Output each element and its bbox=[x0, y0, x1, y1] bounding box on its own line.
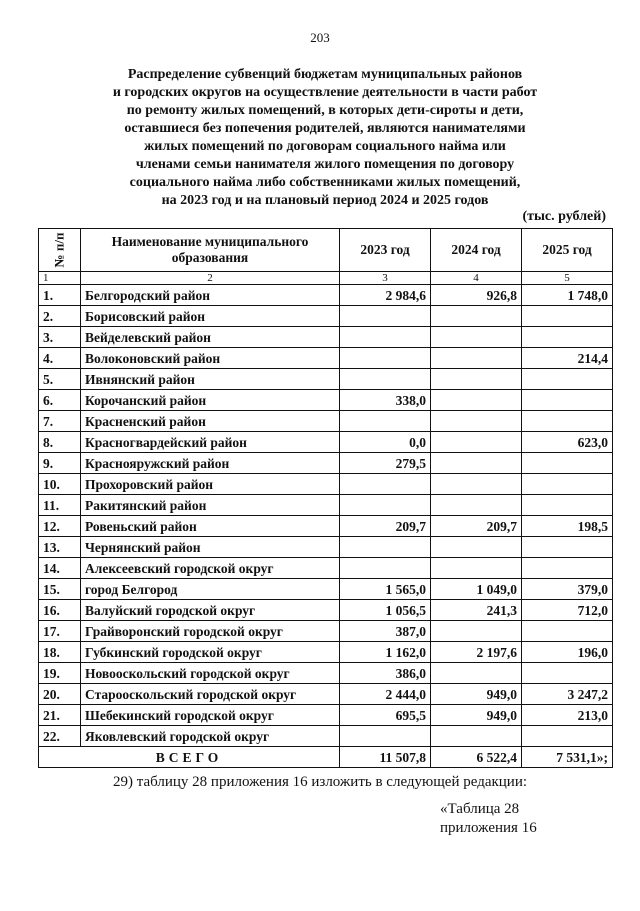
row-value-2023 bbox=[340, 411, 431, 432]
row-value-2025 bbox=[522, 663, 613, 684]
row-value-2024: 2 197,6 bbox=[431, 642, 522, 663]
header-number-label: № п/п bbox=[51, 232, 67, 268]
row-name: Ивнянский район bbox=[81, 369, 340, 390]
table-row bbox=[39, 537, 613, 558]
row-value-2025 bbox=[522, 369, 613, 390]
title-line: по ремонту жилых помещений, в которых дети-сироты и дети, bbox=[126, 103, 524, 118]
row-name: Ровеньский район bbox=[81, 516, 340, 537]
row-value-2024 bbox=[431, 558, 522, 579]
table-row bbox=[39, 327, 613, 348]
row-value-2024 bbox=[431, 453, 522, 474]
row-value-2025 bbox=[522, 558, 613, 579]
unit-label: (тыс. рублей) bbox=[522, 209, 606, 224]
row-name: Новооскольский городской округ bbox=[81, 663, 340, 684]
table-row bbox=[39, 705, 613, 726]
row-number: 14. bbox=[39, 558, 81, 579]
row-value-2024 bbox=[431, 348, 522, 369]
header-2025: 2025 год bbox=[522, 229, 613, 272]
row-value-2024 bbox=[431, 621, 522, 642]
table-ref-line: приложения 16 bbox=[440, 820, 537, 836]
row-value-2025 bbox=[522, 411, 613, 432]
row-value-2024: 209,7 bbox=[431, 516, 522, 537]
row-name: Чернянский район bbox=[81, 537, 340, 558]
row-value-2023 bbox=[340, 369, 431, 390]
row-name: Яковлевский городской округ bbox=[81, 726, 340, 747]
title-line: социального найма либо собственниками жилых помещений, bbox=[129, 175, 521, 190]
row-value-2024 bbox=[431, 663, 522, 684]
total-row bbox=[39, 747, 613, 768]
row-name: Борисовский район bbox=[81, 306, 340, 327]
row-name: Корочанский район bbox=[81, 390, 340, 411]
row-value-2023: 1 565,0 bbox=[340, 579, 431, 600]
row-value-2024 bbox=[431, 537, 522, 558]
row-value-2025 bbox=[522, 537, 613, 558]
row-name: Ракитянский район bbox=[81, 495, 340, 516]
row-value-2023 bbox=[340, 348, 431, 369]
row-value-2023: 279,5 bbox=[340, 453, 431, 474]
table-row bbox=[39, 621, 613, 642]
row-value-2025 bbox=[522, 306, 613, 327]
title-line: оставшиеся без попечения родителей, являются нанимателями bbox=[124, 121, 526, 136]
row-value-2024 bbox=[431, 390, 522, 411]
row-number: 15. bbox=[39, 579, 81, 600]
row-value-2023: 387,0 bbox=[340, 621, 431, 642]
row-value-2025 bbox=[522, 453, 613, 474]
row-value-2025: 379,0 bbox=[522, 579, 613, 600]
total-2025: 7 531,1»; bbox=[522, 747, 613, 768]
table-reference bbox=[440, 800, 537, 838]
row-name: город Белгород bbox=[81, 579, 340, 600]
row-name: Шебекинский городской округ bbox=[81, 705, 340, 726]
header-2024: 2024 год bbox=[431, 229, 522, 272]
row-value-2023 bbox=[340, 474, 431, 495]
row-name: Старооскольский городской округ bbox=[81, 684, 340, 705]
row-value-2025: 1 748,0 bbox=[522, 285, 613, 306]
row-value-2025: 623,0 bbox=[522, 432, 613, 453]
table-row bbox=[39, 390, 613, 411]
document-title bbox=[60, 66, 590, 210]
row-name: Волоконовский район bbox=[81, 348, 340, 369]
row-number: 2. bbox=[39, 306, 81, 327]
column-index: 2 bbox=[81, 272, 340, 285]
row-name: Грайворонский городской округ bbox=[81, 621, 340, 642]
table-row bbox=[39, 579, 613, 600]
table-row bbox=[39, 642, 613, 663]
row-number: 20. bbox=[39, 684, 81, 705]
title-line: и городских округов на осуществление деятельности в части работ bbox=[112, 85, 538, 100]
column-index: 5 bbox=[522, 272, 613, 285]
amendment-note: 29) таблицу 28 приложения 16 изложить в следующей редакции: bbox=[112, 774, 528, 790]
table-row bbox=[39, 285, 613, 306]
row-value-2025: 198,5 bbox=[522, 516, 613, 537]
row-value-2025: 3 247,2 bbox=[522, 684, 613, 705]
column-index: 1 bbox=[39, 272, 81, 285]
total-label: ВСЕГО bbox=[39, 747, 340, 768]
row-value-2023 bbox=[340, 558, 431, 579]
row-value-2024 bbox=[431, 306, 522, 327]
title-line: членами семьи нанимателя жилого помещения по договору bbox=[135, 157, 515, 172]
table-row bbox=[39, 558, 613, 579]
total-2023: 11 507,8 bbox=[340, 747, 431, 768]
row-value-2025 bbox=[522, 474, 613, 495]
table-row bbox=[39, 474, 613, 495]
row-value-2025 bbox=[522, 390, 613, 411]
table-row bbox=[39, 495, 613, 516]
row-value-2025 bbox=[522, 726, 613, 747]
title-line: Распределение субвенций бюджетам муниципальных районов bbox=[127, 67, 523, 82]
table-row bbox=[39, 411, 613, 432]
row-number: 13. bbox=[39, 537, 81, 558]
table-row bbox=[39, 348, 613, 369]
title-line: жилых помещений по договорам социального найма или bbox=[144, 139, 506, 154]
header-name: Наименование муниципального образования bbox=[81, 229, 340, 272]
table-row bbox=[39, 663, 613, 684]
row-number: 8. bbox=[39, 432, 81, 453]
row-name: Алексеевский городской округ bbox=[81, 558, 340, 579]
row-name: Красногвардейский район bbox=[81, 432, 340, 453]
row-value-2023 bbox=[340, 327, 431, 348]
table-row bbox=[39, 369, 613, 390]
table-body bbox=[39, 285, 613, 747]
row-value-2025 bbox=[522, 327, 613, 348]
row-name: Валуйский городской округ bbox=[81, 600, 340, 621]
row-number: 3. bbox=[39, 327, 81, 348]
row-number: 9. bbox=[39, 453, 81, 474]
row-value-2023: 209,7 bbox=[340, 516, 431, 537]
row-name: Губкинский городской округ bbox=[81, 642, 340, 663]
row-number: 4. bbox=[39, 348, 81, 369]
header-number bbox=[39, 229, 81, 272]
row-name: Краснояружский район bbox=[81, 453, 340, 474]
row-value-2024: 926,8 bbox=[431, 285, 522, 306]
row-value-2025: 196,0 bbox=[522, 642, 613, 663]
row-value-2023: 2 444,0 bbox=[340, 684, 431, 705]
row-value-2023: 695,5 bbox=[340, 705, 431, 726]
row-number: 17. bbox=[39, 621, 81, 642]
row-number: 22. bbox=[39, 726, 81, 747]
row-name: Прохоровский район bbox=[81, 474, 340, 495]
row-value-2024 bbox=[431, 495, 522, 516]
row-value-2024: 241,3 bbox=[431, 600, 522, 621]
row-number: 11. bbox=[39, 495, 81, 516]
row-value-2024: 949,0 bbox=[431, 705, 522, 726]
row-value-2023 bbox=[340, 726, 431, 747]
row-value-2025 bbox=[522, 495, 613, 516]
column-index: 3 bbox=[340, 272, 431, 285]
column-index-row bbox=[39, 272, 613, 285]
row-number: 7. bbox=[39, 411, 81, 432]
table-row bbox=[39, 516, 613, 537]
row-number: 12. bbox=[39, 516, 81, 537]
row-value-2024 bbox=[431, 432, 522, 453]
row-value-2024 bbox=[431, 474, 522, 495]
subvention-table bbox=[38, 228, 613, 768]
table-header-row bbox=[39, 229, 613, 272]
header-2023: 2023 год bbox=[340, 229, 431, 272]
row-value-2023: 1 056,5 bbox=[340, 600, 431, 621]
row-value-2024: 1 049,0 bbox=[431, 579, 522, 600]
row-name: Белгородский район bbox=[81, 285, 340, 306]
page-number: 203 bbox=[310, 30, 330, 45]
row-value-2024 bbox=[431, 726, 522, 747]
row-number: 6. bbox=[39, 390, 81, 411]
row-number: 1. bbox=[39, 285, 81, 306]
row-name: Красненский район bbox=[81, 411, 340, 432]
row-value-2023: 1 162,0 bbox=[340, 642, 431, 663]
row-name: Вейделевский район bbox=[81, 327, 340, 348]
row-value-2023: 338,0 bbox=[340, 390, 431, 411]
table-row bbox=[39, 726, 613, 747]
row-number: 18. bbox=[39, 642, 81, 663]
title-line: на 2023 год и на плановый период 2024 и 2025 годов bbox=[161, 193, 489, 208]
table-row bbox=[39, 600, 613, 621]
row-number: 16. bbox=[39, 600, 81, 621]
row-number: 19. bbox=[39, 663, 81, 684]
table-row bbox=[39, 306, 613, 327]
total-2024: 6 522,4 bbox=[431, 747, 522, 768]
row-value-2024 bbox=[431, 369, 522, 390]
row-value-2024 bbox=[431, 411, 522, 432]
row-number: 21. bbox=[39, 705, 81, 726]
table-ref-line: «Таблица 28 bbox=[440, 801, 520, 817]
row-value-2023: 386,0 bbox=[340, 663, 431, 684]
row-value-2024: 949,0 bbox=[431, 684, 522, 705]
row-value-2023 bbox=[340, 537, 431, 558]
row-value-2023 bbox=[340, 495, 431, 516]
row-value-2025: 213,0 bbox=[522, 705, 613, 726]
table-row bbox=[39, 453, 613, 474]
row-value-2025 bbox=[522, 621, 613, 642]
table-row bbox=[39, 684, 613, 705]
row-value-2023: 0,0 bbox=[340, 432, 431, 453]
row-value-2023: 2 984,6 bbox=[340, 285, 431, 306]
table-row bbox=[39, 432, 613, 453]
row-value-2023 bbox=[340, 306, 431, 327]
row-value-2025: 214,4 bbox=[522, 348, 613, 369]
column-index: 4 bbox=[431, 272, 522, 285]
row-value-2025: 712,0 bbox=[522, 600, 613, 621]
row-value-2024 bbox=[431, 327, 522, 348]
row-number: 5. bbox=[39, 369, 81, 390]
row-number: 10. bbox=[39, 474, 81, 495]
